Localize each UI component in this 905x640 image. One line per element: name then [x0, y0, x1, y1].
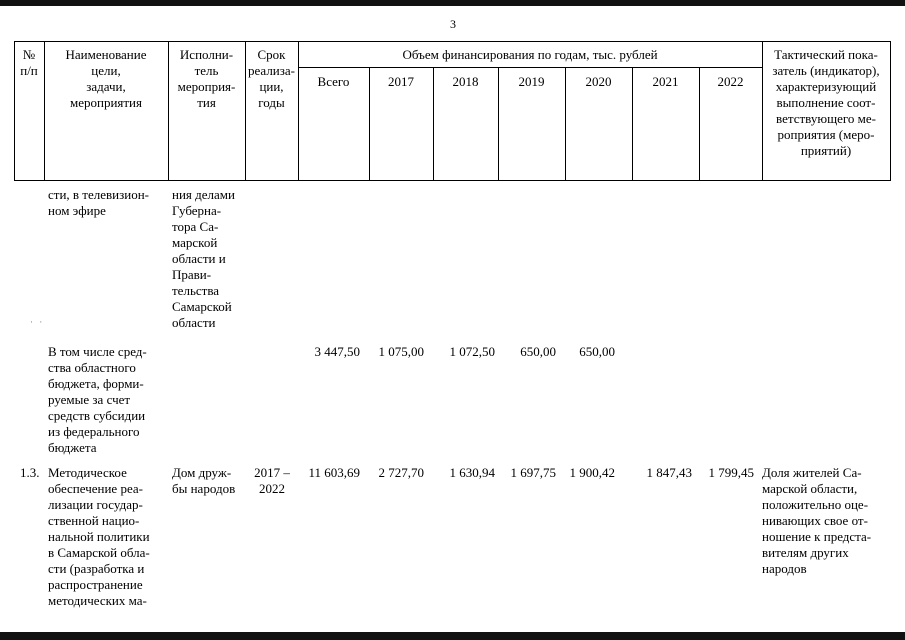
row-value-total: 3 447,50 [314, 344, 360, 359]
page-number: 3 [450, 17, 456, 31]
row-value-2018: 1 630,94 [449, 465, 495, 480]
header-year-2021: 2021 [652, 74, 679, 89]
row-value-2018: 1 072,50 [449, 344, 495, 359]
row-term: 2017 – 2022 [254, 465, 290, 496]
row-value-2022: 1 799,45 [708, 465, 754, 480]
header-term: Срок реализа- ции, годы [248, 47, 295, 110]
row-value-2019: 650,00 [520, 344, 556, 359]
header-year-2019: 2019 [518, 74, 545, 89]
header-executor: Исполни- тель мероприя- тия [177, 47, 236, 110]
scan-specks: · · [30, 317, 45, 327]
row-number: 1.3. [20, 465, 40, 480]
row-value-2017: 1 075,00 [378, 344, 424, 359]
row-value-2020: 650,00 [579, 344, 615, 359]
row-name: В том числе сред- ства областного бюджета, форми- руемые за счет средств субсидии из федерального бюджета [48, 344, 147, 455]
header-funding-group: Объем финансирования по годам, тыс. рублей [402, 47, 658, 62]
row-name: сти, в телевизион- ном эфире [48, 187, 149, 218]
row-value-2020: 1 900,42 [569, 465, 615, 480]
row-executor: ния делами Губерна- тора Са- марской области и Прави- тельства Самарской области [172, 187, 235, 330]
header-num: № п/п [20, 47, 38, 78]
row-value-2021: 1 847,43 [646, 465, 692, 480]
header-indicator: Тактический пока- затель (индикатор), характеризующий выполнение соот- ветствующего ме- роприятия (меро- приятий) [772, 47, 880, 158]
top-border [0, 0, 905, 6]
header-name: Наименование цели, задачи, мероприятия [65, 47, 147, 110]
row-name: Методическое обеспечение реа- лизации государ- ственной нацио- нальной политики в Самарской обла- сти (разработка и распространение методических ма- [48, 465, 150, 608]
row-indicator: Доля жителей Са- марской области, положительно оце- нивающих свое от- ношение к предста- вителям других народов [762, 465, 872, 576]
header-year-2020: 2020 [585, 74, 612, 89]
header-year-2018: 2018 [452, 74, 479, 89]
row-executor: Дом друж- бы народов [172, 465, 236, 496]
row-value-total: 11 603,69 [308, 465, 360, 480]
row-value-2019: 1 697,75 [510, 465, 556, 480]
header-total: Всего [317, 74, 350, 89]
header-year-2017: 2017 [388, 74, 414, 89]
row-value-2017: 2 727,70 [378, 465, 424, 480]
bottom-border [0, 632, 905, 640]
header-year-2022: 2022 [717, 74, 744, 89]
